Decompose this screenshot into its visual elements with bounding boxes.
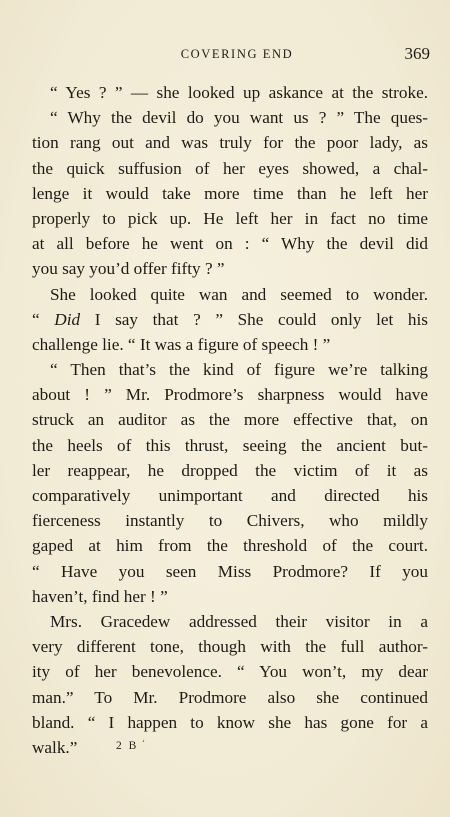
text-line: properly to pick up. He left her in fact no time xyxy=(32,208,428,228)
text-line: tion rang out and was truly for the poor lady, as xyxy=(32,133,428,153)
text-line: “ Yes ? ” — she looked up askance at the stroke. xyxy=(50,83,428,102)
text-line: ity of her benevolence. “ You won’t, my dear xyxy=(32,662,428,682)
text-line: very different tone, though with the full author- xyxy=(32,637,428,657)
text-line: bland. “ I happen to know she has gone for a xyxy=(32,712,428,732)
text-line: struck an auditor as the more effective that, on xyxy=(32,410,428,430)
text-line: the heels of this thrust, seeing the ancient but- xyxy=(32,435,428,455)
text-line: haven’t, find her ! ” xyxy=(32,586,168,606)
text-line: you say you’d offer fifty ? ” xyxy=(32,259,225,279)
page-number: 369 xyxy=(404,44,430,63)
text-line: comparatively unimportant and directed his xyxy=(32,486,428,505)
text-line: ler reappear, he dropped the victim of it as xyxy=(32,460,428,480)
printer-mark: ʻ xyxy=(142,738,145,748)
text-line: fierceness instantly to Chivers, who mildly xyxy=(32,511,428,531)
text-line: Mrs. Gracedew addressed their visitor in a xyxy=(50,611,428,631)
running-head xyxy=(44,44,430,66)
text-line: walk.” xyxy=(32,737,78,757)
text-line: “ Why the devil do you want us ? ” The ques- xyxy=(50,108,428,128)
text-line: at all before he went on : “ Why the devil did xyxy=(32,234,428,254)
body-text xyxy=(32,80,428,760)
text-line: about ! ” Mr. Prodmore’s sharpness would have xyxy=(32,385,428,405)
text-line: man.” To Mr. Prodmore also she continued xyxy=(32,687,428,707)
text-line: She looked quite wan and seemed to wonder. xyxy=(50,284,428,304)
text-line: challenge lie. “ It was a figure of speech ! ” xyxy=(32,334,331,354)
text-line: the quick suffusion of her eyes showed, a chal- xyxy=(32,158,428,178)
text-line: “ Then that’s the kind of figure we’re talking xyxy=(50,360,428,380)
signature-mark: 2 B xyxy=(116,740,139,752)
text-line: gaped at him from the threshold of the court. xyxy=(32,536,428,556)
running-title: COVERING END xyxy=(180,47,294,61)
text-line: lenge it would take more time than he left her xyxy=(32,183,428,203)
emphasis: Did xyxy=(54,309,81,329)
text-line: “ Did I say that ? ” She could only let his xyxy=(32,309,428,329)
text-line: “ Have you seen Miss Prodmore? If you xyxy=(32,561,428,581)
